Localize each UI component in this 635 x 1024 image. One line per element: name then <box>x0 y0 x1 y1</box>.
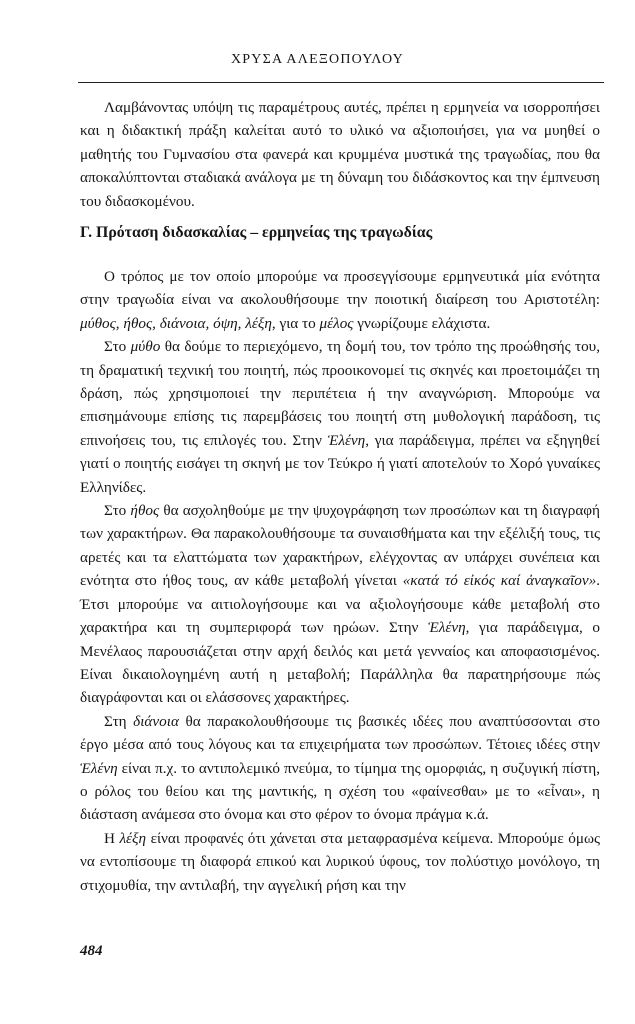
paragraph-1 <box>80 265 600 335</box>
p3-text-d: , για παράδειγμα, ο Μενέλαος παρουσιάζεται στην αρχή δειλός και μετά γενναίος και αποφασισμένος. Είναι δικαιολογημένη αυτή η μεταβολή; Παράλληλα θα παρατηρήσουμε πώς διαγράφονται και οι ελάσσονες χαρακτήρες. <box>80 619 600 707</box>
paragraph-4 <box>80 710 600 827</box>
p3-text-b: θα ασχοληθούμε με την ψυχογράφηση των προσώπων και τη διαγραφή των χαρακτήρων. Θα παρακολουθήσουμε τα συναισθήματα και την εξέλιξή τους, τις αρετές και τα ελαττώματα των χαρακτήρων, ελέγχοντας αν υπάρχει συνέπεια και ενότητα στο ήθος τους, αν κάθε μεταβολή γίνεται <box>80 502 600 590</box>
p3-text-a: Στο <box>104 502 131 520</box>
body-text <box>80 265 600 897</box>
p4-dianoia: διάνοια <box>133 712 179 730</box>
p3-quote: «κατά τό εἰκός καί ἀναγκαῖον» <box>402 572 597 590</box>
section-heading: Γ. Πρόταση διδασκαλίας – ερμηνείας της τραγωδίας <box>80 224 433 241</box>
p1-melos: μέλος <box>319 314 354 332</box>
p1-aristotle-terms: μύθος, ήθος, διάνοια, όψη, λέξη <box>80 314 272 332</box>
p4-text-b: θα παρακολουθήσουμε τις βασικές ιδέες που αναπτύσσονται στο έργο μέσα από τους λόγους και τα επιχειρήματα των προσώπων. Τέτοιες ιδέες στην <box>80 712 600 754</box>
p1-text-b: , για το <box>271 314 320 332</box>
p5-lexi: λέξη <box>119 829 147 847</box>
p1-text-a: Ο τρόπος με τον οποίο μπορούμε να προσεγγίσουμε ερμηνευτικά μία ενότητα στην τραγωδία είναι να ακολουθήσουμε την ποιοτική διαίρεση του Αριστοτέλη: <box>80 268 600 309</box>
header-rule <box>78 82 604 83</box>
p5-text-a: Η <box>104 829 120 847</box>
p2-text-a: Στο <box>104 338 131 356</box>
p4-text-c: είναι π.χ. το αντιπολεμικό πνεύμα, το τίμημα της ομορφιάς, η συζυγική πίστη, ο ρόλος του θείου και της μαντικής, η σχέση του «φαίνεσθαι» με το «εἶναι», η διάσταση ανάμεσα στο όνομα και στο φέρον το όνομα πράγμα κ.ά. <box>80 759 600 824</box>
paragraph-5 <box>80 827 600 897</box>
p2-text-b: θα δούμε το περιεχόμενο, τη δομή του, τον τρόπο της προώθησής του, τη δραματική τεχνική του ποιητή, πώς προοικονομεί τις σκηνές και προετοιμάζει τη δράση, πώς χρησιμοποιεί την περιπέτεια ή την αναγνώριση. Μπορούμε να επισημάνουμε επίσης τις παρεμβάσεις του ποιητή στη μυθολογική παράδοση, τις επινοήσεις του, τις επιλογές του. Στην <box>80 338 600 449</box>
paragraph-3 <box>80 499 600 710</box>
p5-text-b: είναι προφανές ότι χάνεται στα μεταφρασμένα κείμενα. Μπορούμε όμως να εντοπίσουμε τη διαφορά επικού και λυρικού ύφους, τον πολύστιχο μονόλογο, τη στιχομυθία, την αντιλαβή, την αγγελική ρήση και την <box>80 829 600 894</box>
running-header: ΧΡΥΣΑ ΑΛΕΞΟΠΟΥΛΟΥ <box>231 52 404 67</box>
intro-text <box>80 96 600 213</box>
p4-eleni: Ἑλένη <box>80 759 118 777</box>
p3-ithos: ήθος <box>130 502 160 520</box>
paragraph-2 <box>80 335 600 499</box>
p2-text-c: , για παράδειγμα, πρέπει να εξηγηθεί γιατί ο ποιητής εισάγει τη σκηνή με τον Τεύκρο ή γιατί αποτελούν το Χορό γυναίκες Ελληνίδες. <box>80 431 600 496</box>
p4-text-a: Στη <box>104 712 134 730</box>
intro-paragraph: Λαμβάνοντας υπόψη τις παραμέτρους αυτές, πρέπει η ερμηνεία να ισορροπήσει και η διδακτική πράξη καλείται αυτό το υλικό να αξιοποιήσει, για να μυηθεί ο μαθητής του Γυμνασίου στα φανερά και κρυμμένα μυστικά της τραγωδίας, που θα αποκαλύπτονται σταδιακά ανάλογα με τη δύναμη του διδάσκοντος και την έμπνευση του διδασκομένου. <box>80 99 600 210</box>
p2-eleni: Ἑλένη <box>327 431 366 449</box>
p3-eleni: Ἑλένη <box>428 619 466 637</box>
page-number: 484 <box>80 943 103 959</box>
p1-text-c: γνωρίζουμε ελάχιστα. <box>353 314 491 332</box>
p3-text-c: . Έτσι μπορούμε να αιτιολογήσουμε και να αξιολογήσουμε κάθε μεταβολή στο χαρακτήρα και τη συμπεριφορά των ηρώων. Στην <box>80 572 600 637</box>
p2-mytho: μύθο <box>130 338 161 356</box>
